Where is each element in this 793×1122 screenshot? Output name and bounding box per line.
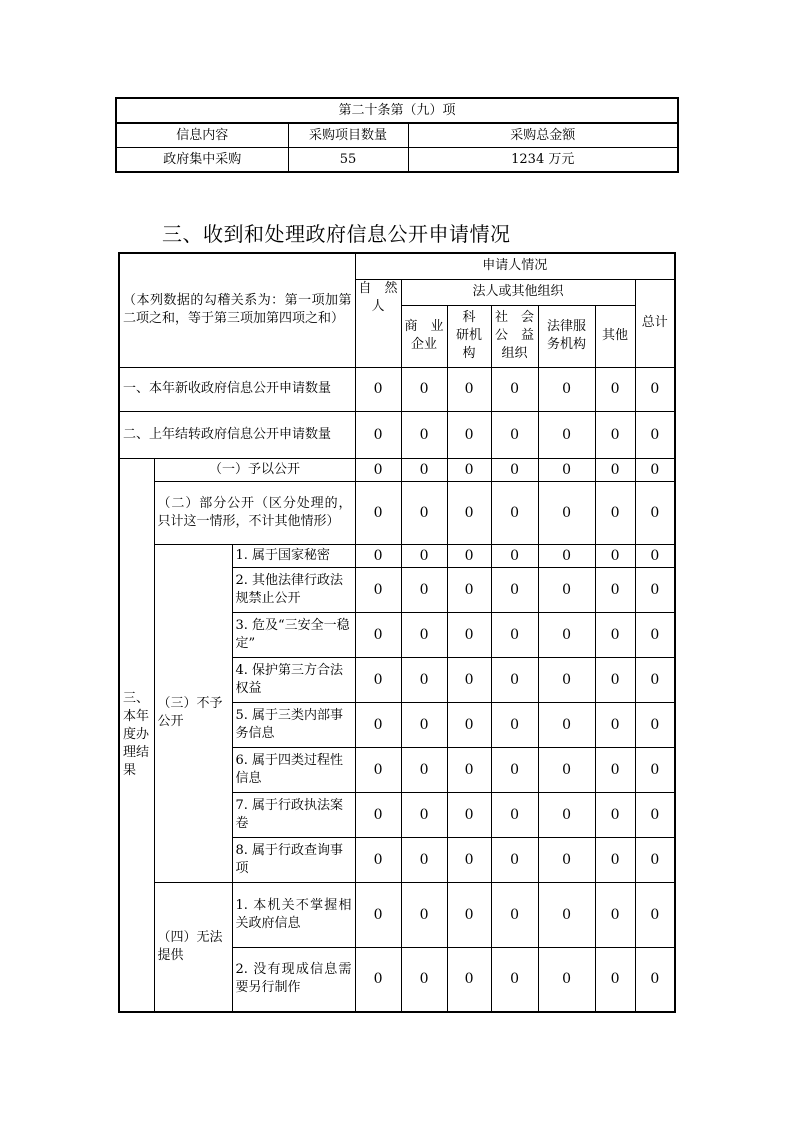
cell: 0 — [491, 612, 538, 657]
cell: 0 — [447, 544, 491, 567]
cell: 0 — [401, 458, 447, 481]
cell: 0 — [447, 411, 491, 458]
col-business: 商 业企业 — [401, 305, 447, 367]
col-research: 科 研机构 — [447, 305, 491, 367]
row-new-applications: 一、本年新收政府信息公开申请数量 — [119, 367, 355, 411]
row-query-matters: 8. 属于行政查询事项 — [232, 837, 355, 882]
cannot-provide-label: （四）无法提供 — [154, 882, 232, 1012]
cell: 0 — [355, 544, 401, 567]
section-heading: 三、收到和处理政府信息公开申请情况 — [162, 222, 511, 246]
cell: 0 — [635, 411, 675, 458]
cell: 0 — [401, 567, 447, 612]
cell: 0 — [595, 947, 635, 1012]
cell: 0 — [355, 367, 401, 411]
cell: 0 — [491, 792, 538, 837]
cell: 0 — [635, 612, 675, 657]
cell: 0 — [401, 481, 447, 544]
cell: 0 — [595, 702, 635, 747]
cell: 0 — [401, 544, 447, 567]
row-no-such-info: 1. 本机关不掌握相关政府信息 — [232, 882, 355, 947]
cell: 0 — [635, 747, 675, 792]
cell: 0 — [538, 544, 595, 567]
row-carried-over: 二、上年结转政府信息公开申请数量 — [119, 411, 355, 458]
cell: 0 — [401, 411, 447, 458]
cell: 0 — [401, 837, 447, 882]
cell: 0 — [447, 837, 491, 882]
cell: 0 — [595, 411, 635, 458]
col-public-welfare: 社 会公 益组织 — [491, 305, 538, 367]
cell: 0 — [355, 411, 401, 458]
cell: 0 — [538, 882, 595, 947]
cell: 0 — [538, 481, 595, 544]
col-legal-service: 法律服务机构 — [538, 305, 595, 367]
cell: 0 — [635, 792, 675, 837]
row-partial-public: （二）部分公开（区分处理的，只计这一情形，不计其他情形） — [154, 481, 355, 544]
row-third-party: 4. 保护第三方合法权益 — [232, 657, 355, 702]
procurement-table-title: 第二十条第（九）项 — [116, 98, 678, 123]
legal-group-header: 法人或其他组织 — [401, 279, 635, 305]
row-three-security: 3. 危及“三安全一稳定” — [232, 612, 355, 657]
cell: 0 — [355, 882, 401, 947]
cell: 0 — [635, 702, 675, 747]
cell: 0 — [401, 792, 447, 837]
cell: 0 — [538, 411, 595, 458]
cell: 0 — [491, 481, 538, 544]
cell: 0 — [595, 458, 635, 481]
cell: 0 — [491, 367, 538, 411]
row-count: 55 — [288, 148, 408, 173]
cell: 0 — [538, 567, 595, 612]
col-total: 总计 — [635, 279, 675, 367]
col-other: 其他 — [595, 305, 635, 367]
cell: 0 — [401, 702, 447, 747]
cell: 0 — [447, 882, 491, 947]
cell: 0 — [447, 567, 491, 612]
cell: 0 — [401, 657, 447, 702]
not-public-label: （三）不予公开 — [154, 544, 232, 882]
cell: 0 — [447, 947, 491, 1012]
cell: 0 — [491, 567, 538, 612]
cell: 0 — [491, 837, 538, 882]
cell: 0 — [355, 837, 401, 882]
cell: 0 — [355, 567, 401, 612]
cell: 0 — [491, 458, 538, 481]
cell: 0 — [355, 947, 401, 1012]
cell: 0 — [538, 367, 595, 411]
procurement-table — [115, 97, 679, 173]
cell: 0 — [538, 747, 595, 792]
cell: 0 — [538, 792, 595, 837]
cell: 0 — [635, 837, 675, 882]
cell: 0 — [595, 567, 635, 612]
cell: 0 — [355, 747, 401, 792]
cell: 0 — [355, 702, 401, 747]
cell: 0 — [538, 702, 595, 747]
applicant-header: 申请人情况 — [355, 253, 675, 279]
result-group-label: 三、本年度办理结果 — [119, 458, 154, 1012]
row-enforcement-files: 7. 属于行政执法案卷 — [232, 792, 355, 837]
cell: 0 — [355, 481, 401, 544]
cell: 0 — [355, 657, 401, 702]
cell: 0 — [595, 612, 635, 657]
cell: 0 — [401, 367, 447, 411]
cell: 0 — [401, 947, 447, 1012]
cell: 0 — [635, 544, 675, 567]
cell: 0 — [635, 657, 675, 702]
header-total-amount: 采购总金额 — [408, 123, 678, 148]
application-table — [118, 252, 676, 1013]
cell: 0 — [355, 458, 401, 481]
cell: 0 — [538, 837, 595, 882]
cell: 0 — [447, 481, 491, 544]
row-label: 政府集中采购 — [116, 148, 288, 173]
cell: 0 — [635, 367, 675, 411]
cell: 0 — [538, 657, 595, 702]
cell: 0 — [447, 657, 491, 702]
row-process-info: 6. 属于四类过程性信息 — [232, 747, 355, 792]
cell: 0 — [401, 612, 447, 657]
row-needs-production: 2. 没有现成信息需要另行制作 — [232, 947, 355, 1012]
cell: 0 — [595, 837, 635, 882]
cell: 0 — [635, 458, 675, 481]
cell: 0 — [635, 947, 675, 1012]
cell: 0 — [595, 544, 635, 567]
cell: 0 — [447, 702, 491, 747]
cell: 0 — [401, 747, 447, 792]
cell: 0 — [635, 567, 675, 612]
cell: 0 — [447, 747, 491, 792]
row-internal-affairs: 5. 属于三类内部事务信息 — [232, 702, 355, 747]
cell: 0 — [401, 882, 447, 947]
col-natural-person: 自 然人 — [355, 279, 401, 367]
cell: 0 — [491, 747, 538, 792]
cell: 0 — [355, 612, 401, 657]
cell: 0 — [595, 882, 635, 947]
cell: 0 — [355, 792, 401, 837]
header-item-count: 采购项目数量 — [288, 123, 408, 148]
cell: 0 — [595, 792, 635, 837]
cell: 0 — [491, 882, 538, 947]
row-public: （一）予以公开 — [154, 458, 355, 481]
cell: 0 — [635, 882, 675, 947]
cell: 0 — [595, 481, 635, 544]
cell: 0 — [538, 458, 595, 481]
checksum-note: （本列数据的勾稽关系为：第一项加第二项之和，等于第三项加第四项之和） — [119, 253, 355, 367]
cell: 0 — [491, 947, 538, 1012]
cell: 0 — [538, 947, 595, 1012]
cell: 0 — [491, 411, 538, 458]
cell: 0 — [538, 612, 595, 657]
cell: 0 — [491, 702, 538, 747]
cell: 0 — [491, 657, 538, 702]
cell: 0 — [447, 367, 491, 411]
cell: 0 — [595, 747, 635, 792]
cell: 0 — [635, 481, 675, 544]
cell: 0 — [595, 657, 635, 702]
cell: 0 — [491, 544, 538, 567]
cell: 0 — [447, 612, 491, 657]
cell: 0 — [447, 458, 491, 481]
cell: 0 — [595, 367, 635, 411]
row-state-secret: 1. 属于国家秘密 — [232, 544, 355, 567]
row-law-prohibited: 2. 其他法律行政法规禁止公开 — [232, 567, 355, 612]
header-info-content: 信息内容 — [116, 123, 288, 148]
cell: 0 — [447, 792, 491, 837]
row-amount: 1234 万元 — [408, 148, 678, 173]
